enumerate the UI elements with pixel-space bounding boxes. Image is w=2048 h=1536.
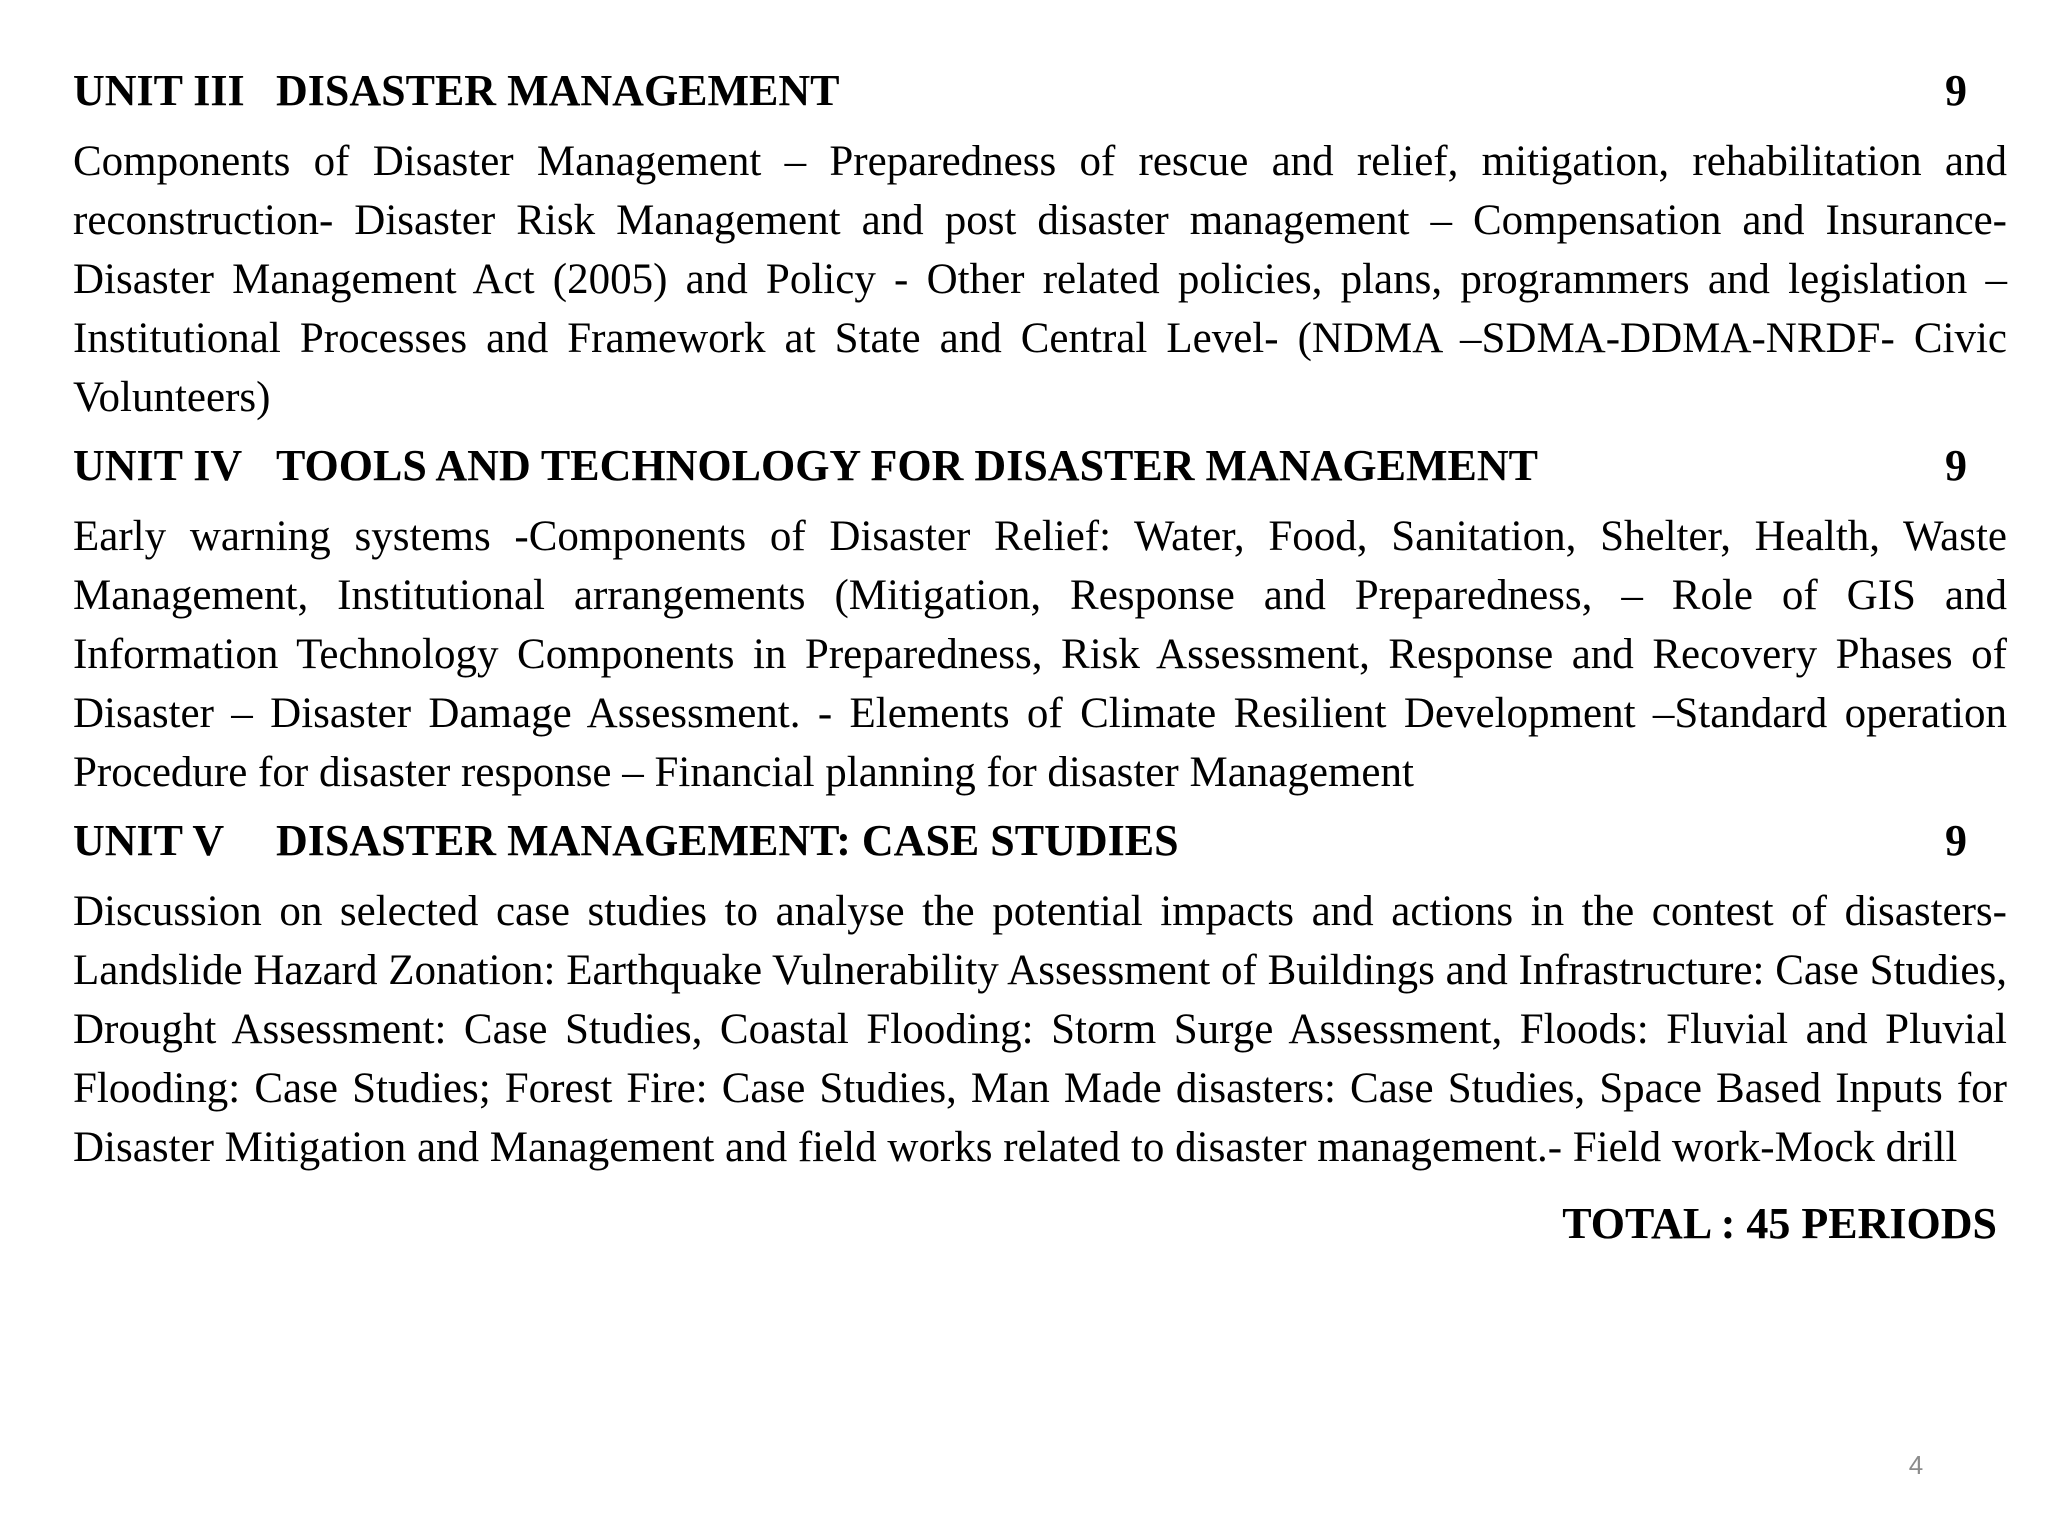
unit-title: DISASTER MANAGEMENT: CASE STUDIES: [276, 816, 1179, 865]
unit-v-section: [73, 812, 2007, 1177]
syllabus-slide: [73, 62, 2007, 1253]
unit-hours: 9: [1945, 816, 1967, 865]
unit-description: Discussion on selected case studies to analyse the potential impacts and actions in the contest of disasters-Landslide Hazard Zonation: Earthquake Vulnerability Assessment of Buildings and Infrastructure: Case Studies, Drought Assessment: Case Studies, Coastal Flooding: Storm Surge Assessment, Floods: Fluvial and Pluvial Flooding: Case Studies; Forest Fire: Case Studies, Man Made disasters: Case Studies, Space Based Inputs for Disaster Mitigation and Management and field works related to disaster management.- Field work-Mock drill: [73, 888, 2007, 1171]
unit-code: UNIT III: [73, 66, 245, 115]
unit-code: UNIT V: [73, 816, 225, 865]
unit-description: Components of Disaster Management – Preparedness of rescue and relief, mitigation, rehabilitation and reconstruction- Disaster Risk Management and post disaster management – Compensation and Insurance- Disaster Management Act (2005) and Policy - Other related policies, plans, programmers and legislation – Institutional Processes and Framework at State and Central Level- (NDMA –SDMA-DDMA-NRDF- Civic Volunteers): [73, 138, 2007, 421]
total-periods: TOTAL : 45 PERIODS: [1562, 1199, 1997, 1248]
unit-title: TOOLS AND TECHNOLOGY FOR DISASTER MANAGEMENT: [276, 441, 1538, 490]
unit-hours: 9: [1945, 66, 1967, 115]
unit-code: UNIT IV: [73, 441, 243, 490]
unit-heading: [73, 62, 2007, 120]
unit-title: DISASTER MANAGEMENT: [276, 66, 840, 115]
page-number: 4: [1908, 1450, 1924, 1480]
unit-heading: [73, 437, 2007, 495]
unit-description: Early warning systems -Components of Disaster Relief: Water, Food, Sanitation, Shelter, Health, Waste Management, Institutional arrangements (Mitigation, Response and Preparedness, – Role of GIS and Information Technology Components in Preparedness, Risk Assessment, Response and Recovery Phases of Disaster – Disaster Damage Assessment. - Elements of Climate Resilient Development –Standard operation Procedure for disaster response – Financial planning for disaster Management: [73, 513, 2007, 796]
unit-heading: [73, 812, 2007, 870]
unit-iii-section: [73, 62, 2007, 427]
unit-iv-section: [73, 437, 2007, 802]
unit-hours: 9: [1945, 441, 1967, 490]
